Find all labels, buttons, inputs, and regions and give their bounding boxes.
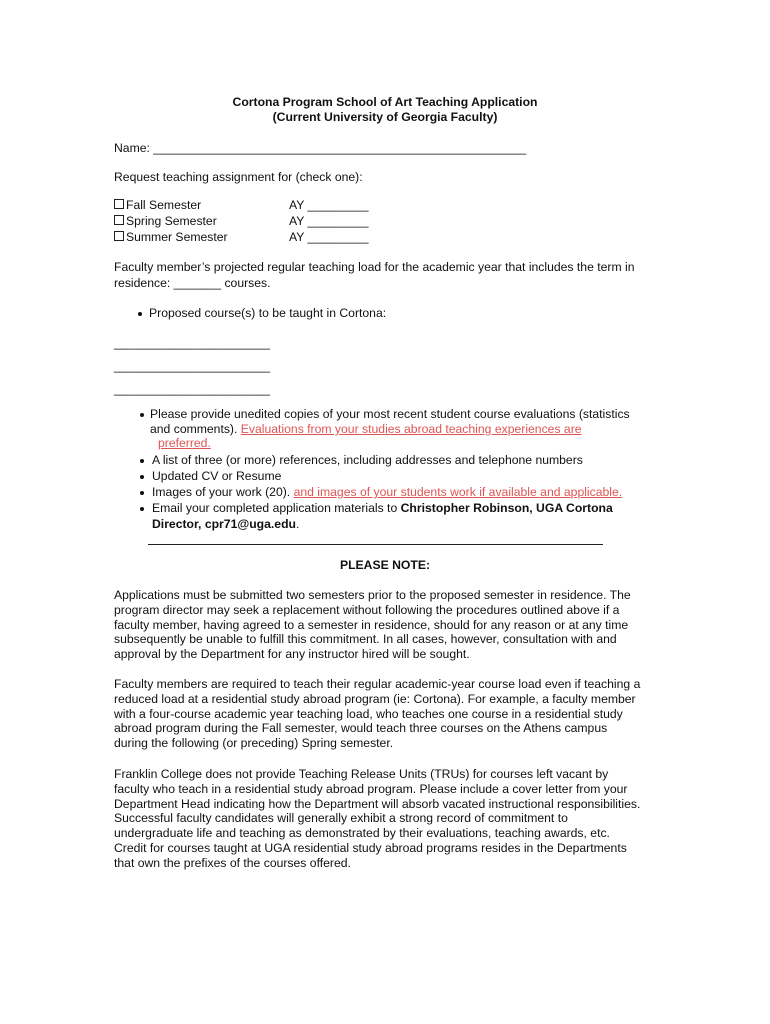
option-fall xyxy=(114,198,201,212)
request-prompt: Request teaching assignment for (check one): xyxy=(114,170,363,184)
para1-line: faculty member, having agreed to a semester in residence, should for any reason or at any time xyxy=(114,617,629,632)
checkbox-summer[interactable] xyxy=(114,231,124,241)
bullet-icon xyxy=(140,475,144,479)
para2-line: during the following (or preceding) Spring semester. xyxy=(114,736,394,751)
teaching-load-line-2: residence: _______ courses. xyxy=(114,276,271,290)
name-blank: _______________________________________________________ xyxy=(153,141,527,155)
req-5-line-2 xyxy=(152,517,299,531)
name-label: Name: xyxy=(114,141,150,155)
req-1-line-2a: and comments). xyxy=(150,422,238,436)
option-fall-label: Fall Semester xyxy=(126,198,202,212)
req-2: A list of three (or more) references, including addresses and telephone numbers xyxy=(152,453,583,467)
option-summer-label: Summer Semester xyxy=(126,230,228,244)
proposed-blank-2: _______________________ xyxy=(114,359,270,373)
req-5a: Email your completed application materials to xyxy=(152,501,398,515)
proposed-blank-3: _______________________ xyxy=(114,382,270,396)
para3-line: Department Head indicating how the Department will absorb vacated instructional responsibilities. xyxy=(114,796,641,811)
option-fall-ay: AY _________ xyxy=(289,198,369,212)
para3-line: that own the prefixes of the courses offered. xyxy=(114,855,351,870)
bullet-icon xyxy=(140,507,144,511)
para1-line: subsequently be unable to fulfill this commitment. In all cases, however, consultation with and xyxy=(114,632,617,647)
para3-line: faculty who teach in a residential study abroad program. Please include a cover letter from your xyxy=(114,781,628,796)
para2-line: reduced load at a residential study abroad program (ie: Cortona). For example, a faculty member xyxy=(114,691,636,706)
req-1-line-2b: Evaluations from your studies abroad teaching experiences are xyxy=(240,422,582,436)
para3-line: Successful faculty candidates will generally exhibit a strong record of commitment to xyxy=(114,811,568,826)
note-paragraph-2 xyxy=(114,677,659,751)
name-field xyxy=(114,141,526,155)
para3-line: Credit for courses taught at UGA residential study abroad programs resides in the Departments xyxy=(114,840,627,855)
req-1-line-3: preferred. xyxy=(158,436,211,450)
req-4a: Images of your work (20). xyxy=(152,485,291,499)
option-spring xyxy=(114,214,217,228)
title-line-2: (Current University of Georgia Faculty) xyxy=(272,110,498,124)
bullet-icon xyxy=(140,413,144,417)
checkbox-fall[interactable] xyxy=(114,199,124,209)
req-4 xyxy=(152,485,622,499)
req-1-line-2 xyxy=(150,422,582,436)
para2-line: Faculty members are required to teach their regular academic-year course load even if teaching a xyxy=(114,677,641,691)
req-5c: Director, cpr71@uga.edu xyxy=(152,517,296,531)
teaching-load-line-1: Faculty member’s projected regular teaching load for the academic year that includes the term in xyxy=(114,260,635,274)
req-5b: Christopher Robinson, UGA Cortona xyxy=(400,501,613,515)
note-heading: PLEASE NOTE: xyxy=(339,558,431,572)
option-summer-ay: AY _________ xyxy=(289,230,369,244)
proposed-blank-1: _______________________ xyxy=(114,336,270,350)
bullet-icon xyxy=(140,491,144,495)
para1-line: Applications must be submitted two semesters prior to the proposed semester in residence. The xyxy=(114,588,631,602)
title-line-1: Cortona Program School of Art Teaching Application xyxy=(232,95,538,109)
note-paragraph-1 xyxy=(114,588,659,662)
para2-line: abroad program during the Fall semester, would teach three courses on the Athens campus xyxy=(114,721,608,736)
para3-line: undergraduate life and teaching as demonstrated by their evaluations, teaching awards, etc. xyxy=(114,826,610,841)
req-5d: . xyxy=(295,517,300,531)
option-spring-ay: AY _________ xyxy=(289,214,369,228)
req-3: Updated CV or Resume xyxy=(152,469,282,483)
req-4b: and images of your students work if available and applicable. xyxy=(293,485,623,499)
req-1-line-1: Please provide unedited copies of your most recent student course evaluations (statistics xyxy=(150,407,630,421)
option-spring-label: Spring Semester xyxy=(126,214,217,228)
para2-line: with a four-course academic year teaching load, who teaches one course in a residential study xyxy=(114,706,623,721)
option-summer xyxy=(114,230,228,244)
divider xyxy=(148,544,603,545)
checkbox-spring[interactable] xyxy=(114,215,124,225)
req-5-line-1 xyxy=(152,501,613,515)
para3-line: Franklin College does not provide Teaching Release Units (TRUs) for courses left vacant by xyxy=(114,767,609,781)
bullet-icon xyxy=(140,459,144,463)
bullet-icon xyxy=(138,312,142,316)
proposed-bullet-text: Proposed course(s) to be taught in Cortona: xyxy=(149,306,387,320)
para1-line: program director may seek a replacement without following the procedures outlined above if a xyxy=(114,602,620,617)
note-paragraph-3 xyxy=(114,767,659,871)
para1-line: approval by the Department for any instructor hired will be sought. xyxy=(114,647,470,662)
